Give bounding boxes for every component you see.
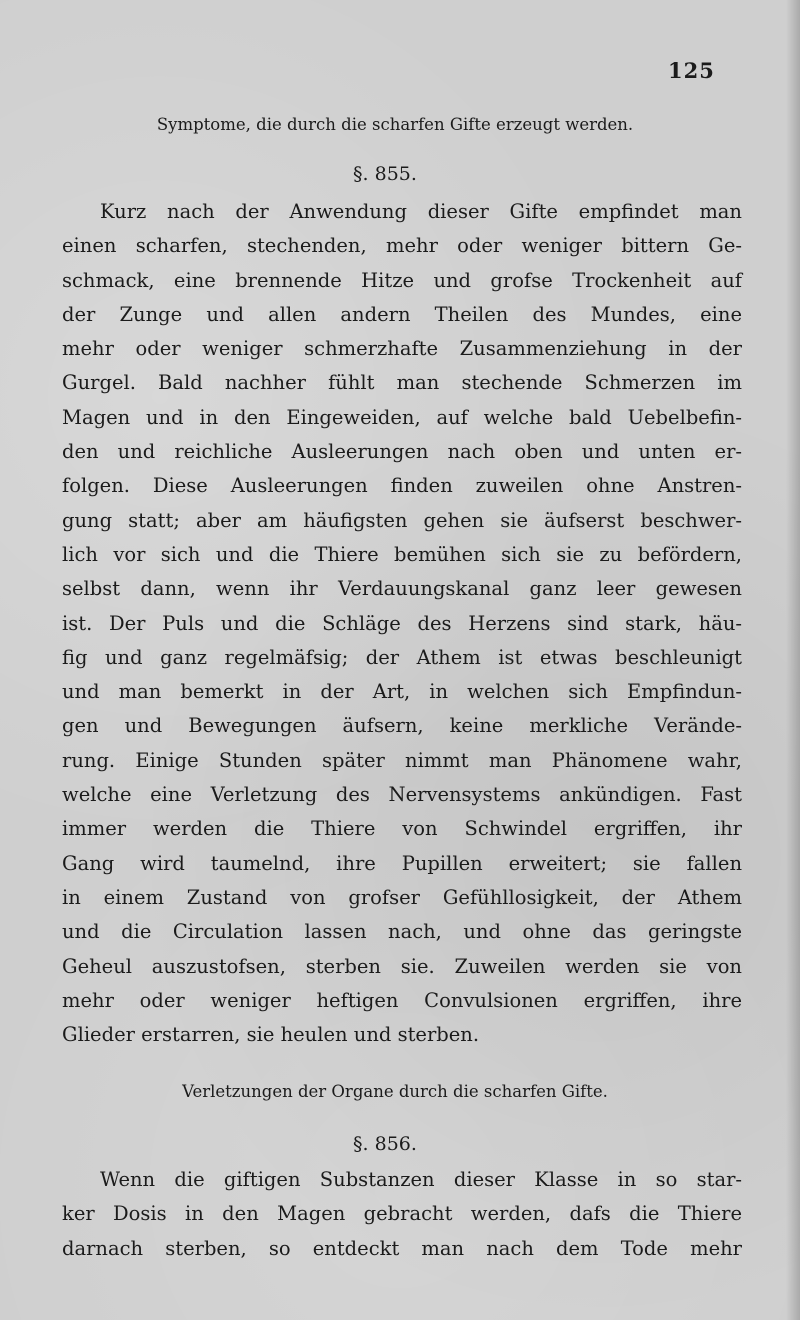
paragraph-856 xyxy=(62,1163,742,1266)
text-line: Gang wird taumelnd, ihre Pupillen erweitert; sie fallen xyxy=(62,851,742,875)
text-line: welche eine Verletzung des Nervensystems ankündigen. Fast xyxy=(62,783,742,807)
text-line: gung statt; aber am häufigsten gehen sie äufserst beschwer- xyxy=(62,508,742,532)
text-line: fig und ganz regelmäfsig; der Athem ist etwas beschleunigt xyxy=(62,645,742,669)
text-line: immer werden die Thiere von Schwindel ergriffen, ihr xyxy=(62,817,742,841)
section-number-856: §. 856. xyxy=(353,1133,417,1155)
page-edge-shadow xyxy=(786,0,800,1320)
text-line: folgen. Diese Ausleerungen finden zuweilen ohne Anstren- xyxy=(62,474,742,498)
text-line: den und reichliche Ausleerungen nach oben und unten er- xyxy=(62,440,742,464)
text-line: mehr oder weniger heftigen Convulsionen ergriffen, ihre xyxy=(62,988,742,1012)
text-line: Kurz nach der Anwendung dieser Gifte empfindet man xyxy=(100,200,742,223)
text-line: in einem Zustand von grofser Gefühllosigkeit, der Athem xyxy=(62,885,742,909)
text-line: einen scharfen, stechenden, mehr oder weniger bittern Ge- xyxy=(62,234,742,258)
text-line: der Zunge und allen andern Theilen des Mundes, eine xyxy=(62,302,742,326)
section-heading-symptoms: Symptome, die durch die scharfen Gifte erzeugt werden. xyxy=(156,115,634,134)
text-line: Gurgel. Bald nachher fühlt man stechende Schmerzen im xyxy=(62,371,742,395)
text-line: und man bemerkt in der Art, in welchen sich Empfindun- xyxy=(62,680,742,704)
text-line: Wenn die giftigen Substanzen dieser Klasse in so star- xyxy=(100,1168,742,1191)
paragraph-855 xyxy=(62,195,742,1052)
text-line: selbst dann, wenn ihr Verdauungskanal ganz leer gewesen xyxy=(62,577,742,601)
section-heading-organ-injuries: Verletzungen der Organe durch die scharfen Gifte. xyxy=(182,1082,608,1101)
text-line: darnach sterben, so entdeckt man nach dem Tode mehr xyxy=(62,1236,742,1260)
text-line: Geheul auszustofsen, sterben sie. Zuweilen werden sie von xyxy=(62,954,742,978)
text-line: Glieder erstarren, sie heulen und sterben. xyxy=(62,1023,480,1047)
text-line: Magen und in den Eingeweiden, auf welche bald Uebelbefin- xyxy=(62,405,742,429)
text-line: schmack, eine brennende Hitze und grofse Trockenheit auf xyxy=(62,268,742,292)
text-line: ist. Der Puls und die Schläge des Herzens sind stark, häu- xyxy=(62,611,742,635)
text-line: ker Dosis in den Magen gebracht werden, dafs die Thiere xyxy=(62,1202,742,1226)
text-line: gen und Bewegungen äufsern, keine merkliche Verände- xyxy=(62,714,742,738)
text-line: mehr oder weniger schmerzhafte Zusammenziehung in der xyxy=(62,337,742,361)
page-number: 125 xyxy=(668,58,715,83)
section-number-855: §. 855. xyxy=(353,163,417,185)
text-line: rung. Einige Stunden später nimmt man Phänomene wahr, xyxy=(62,748,742,772)
text-line: lich vor sich und die Thiere bemühen sich sie zu befördern, xyxy=(62,542,742,566)
text-line: und die Circulation lassen nach, und ohne das geringste xyxy=(62,920,742,944)
